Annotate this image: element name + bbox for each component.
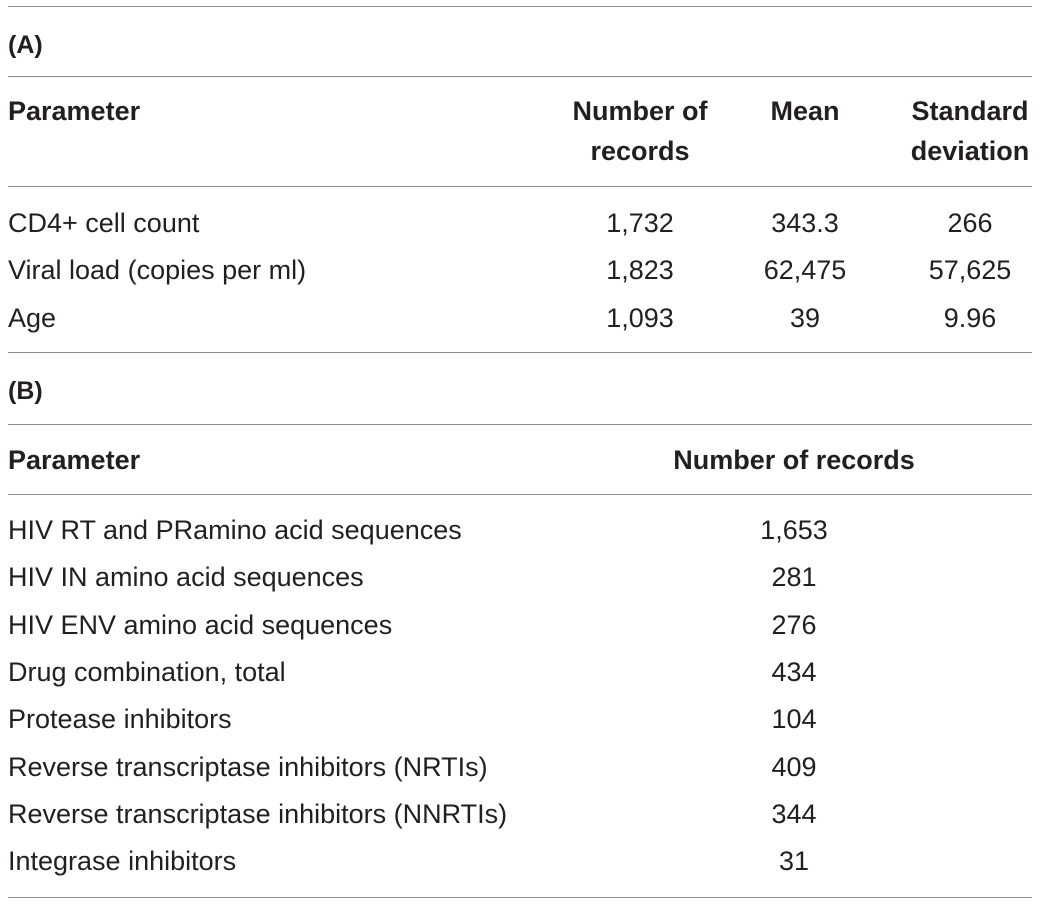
cell-records: 1,823 [606, 255, 674, 285]
section-a-bottom-rule [8, 352, 1032, 353]
section-b-header-rule [8, 494, 1032, 495]
cell-parameter: Age [8, 303, 57, 333]
header-b-parameter: Parameter [8, 445, 141, 475]
table-row [0, 556, 1040, 604]
cell-parameter: Drug combination, total [8, 656, 286, 687]
cell-parameter: Integrase inhibitors [8, 846, 237, 877]
cell-mean: 39 [789, 303, 821, 333]
section-b-rule [8, 424, 1032, 425]
header-sd-line1: Standard [911, 96, 1029, 126]
cell-records: 1,653 [760, 515, 828, 545]
header-records-line2: records [590, 136, 690, 166]
table-row [0, 840, 1040, 888]
cell-records: 1,093 [606, 303, 674, 333]
cell-sd: 9.96 [943, 303, 997, 333]
cell-parameter: HIV RT and PRamino acid sequences [8, 515, 462, 545]
cell-sd: 266 [947, 208, 993, 238]
table-row [0, 509, 1040, 557]
cell-parameter: Reverse transcriptase inhibitors (NRTIs) [8, 751, 488, 782]
table-row [0, 249, 1040, 297]
header-sd-line2: deviation [910, 136, 1030, 166]
table-row [0, 297, 1040, 345]
section-b-label: (B) [8, 377, 43, 405]
cell-records: 1,732 [606, 208, 674, 238]
top-rule [8, 6, 1032, 7]
header-parameter: Parameter [8, 96, 141, 126]
cell-records: 434 [771, 656, 817, 687]
table-row [0, 202, 1040, 250]
cell-parameter: HIV ENV amino acid sequences [8, 609, 393, 640]
cell-parameter: CD4+ cell count [8, 208, 200, 238]
header-records-line1: Number of [572, 96, 708, 126]
table-row [0, 604, 1040, 652]
table-row [0, 651, 1040, 699]
cell-records: 281 [771, 562, 817, 593]
cell-parameter: Viral load (copies per ml) [8, 255, 307, 285]
table-row [0, 793, 1040, 841]
header-mean: Mean [770, 96, 840, 126]
section-a-rule [8, 76, 1032, 77]
cell-parameter: Protease inhibitors [8, 704, 232, 735]
bottom-rule [8, 897, 1032, 898]
cell-records: 409 [771, 751, 817, 782]
cell-records: 276 [771, 609, 817, 640]
cell-records: 31 [778, 846, 810, 877]
section-a-header-rule [8, 186, 1032, 187]
cell-parameter: Reverse transcriptase inhibitors (NNRTIs) [8, 798, 508, 829]
cell-sd: 57,625 [928, 255, 1012, 285]
section-a-label: (A) [8, 31, 43, 59]
cell-records: 344 [771, 798, 817, 829]
cell-mean: 62,475 [763, 255, 847, 285]
header-b-records: Number of records [673, 445, 915, 475]
cell-records: 104 [771, 704, 817, 735]
table-row [0, 746, 1040, 794]
cell-parameter: HIV IN amino acid sequences [8, 562, 364, 593]
cell-mean: 343.3 [771, 208, 839, 238]
table-row [0, 698, 1040, 746]
